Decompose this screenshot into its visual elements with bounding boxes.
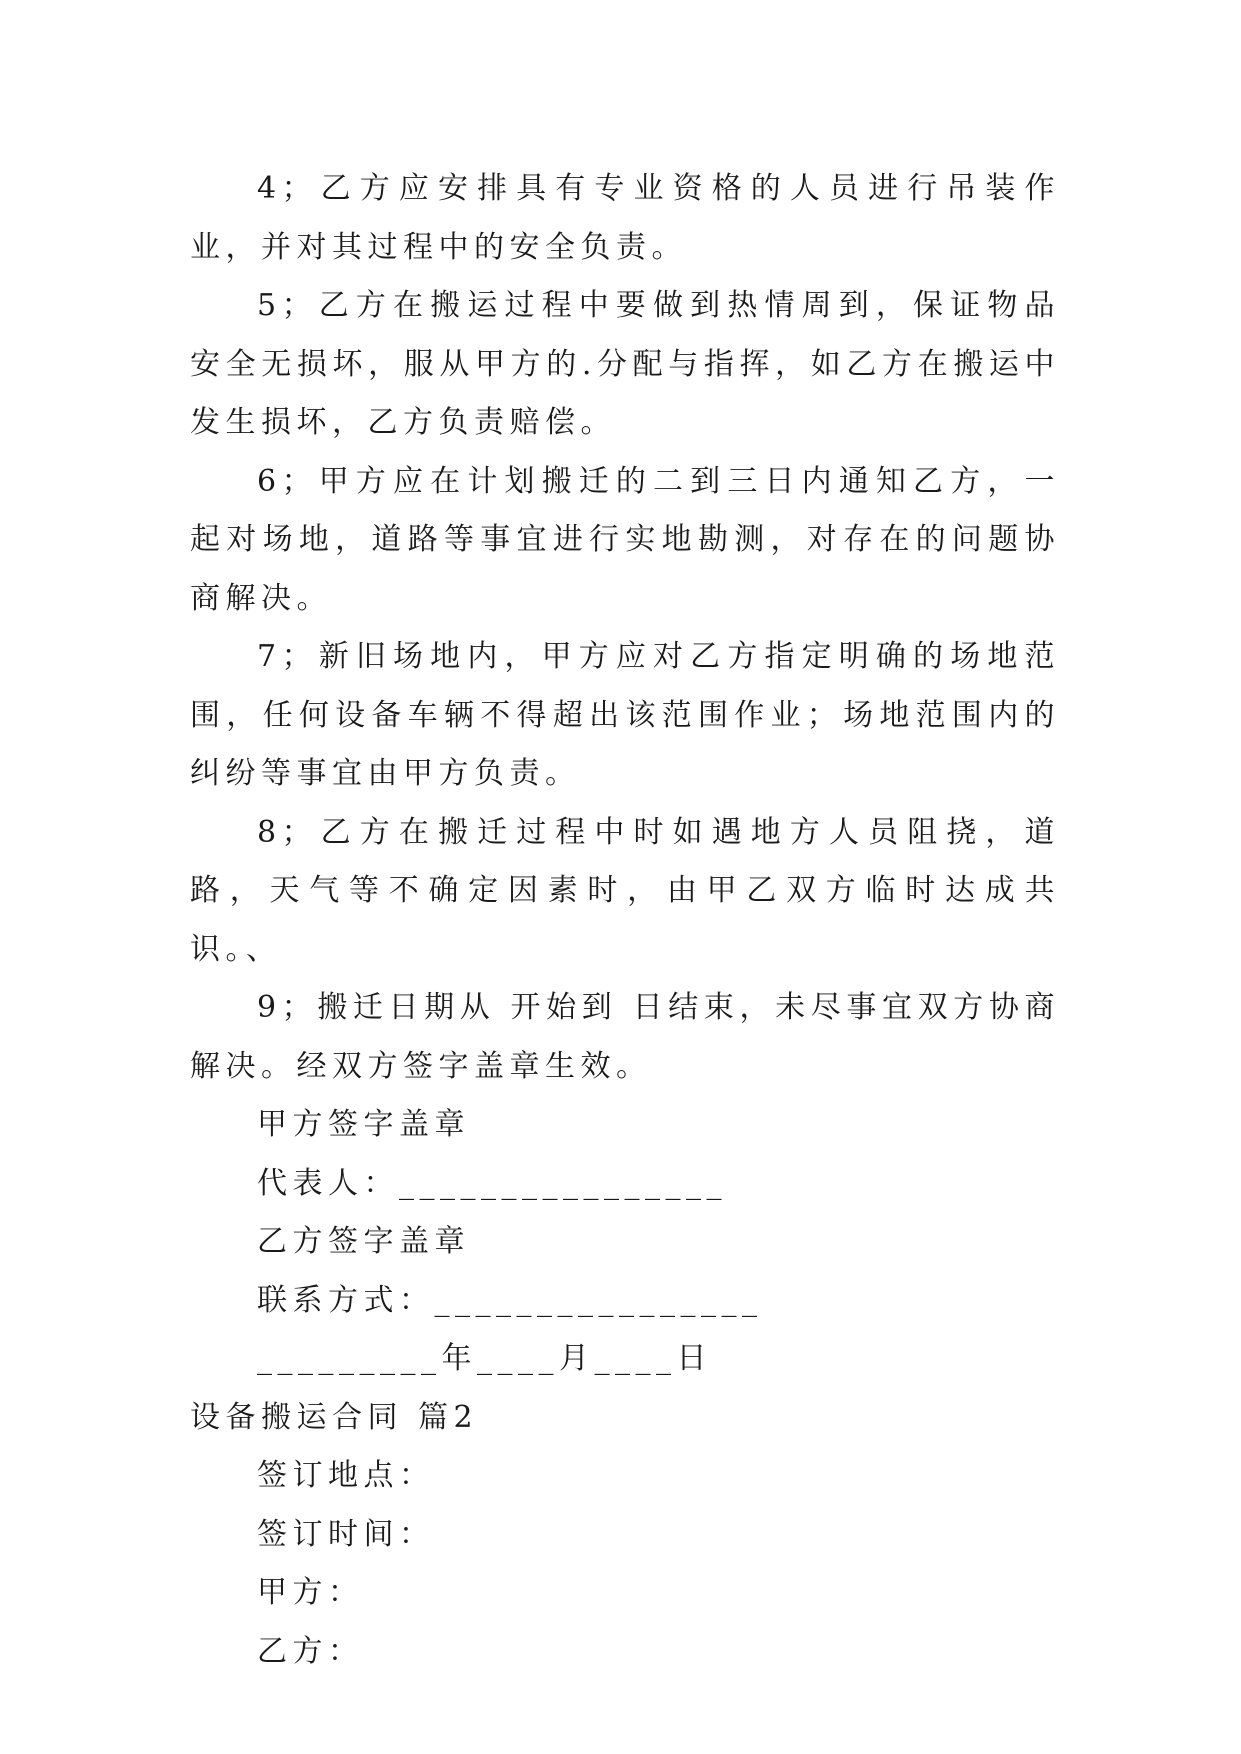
clause-7: 7；新旧场地内，甲方应对乙方指定明确的场地范围，任何设备车辆不得超出该范围作业；场地范围内的纠纷等事宜由甲方负责。 bbox=[190, 639, 1060, 791]
party-b-field: 乙方： bbox=[257, 1633, 364, 1669]
document-body bbox=[190, 160, 1060, 1681]
clause-9: 9；搬迁日期从 开始到 日结束，未尽事宜双方协商解决。经双方签字盖章生效。 bbox=[190, 990, 1060, 1084]
signing-place-field: 签订地点： bbox=[257, 1458, 435, 1493]
section-2-title: 设备搬运合同 篇2 bbox=[190, 1399, 479, 1435]
clause-5: 5；乙方在搬运过程中要做到热情周到，保证物品安全无损坏，服从甲方的.分配与指挥，如乙方在搬运中发生损坏，乙方负责赔偿。 bbox=[190, 288, 1060, 440]
date-field: _________年____月____日 bbox=[257, 1341, 712, 1376]
party-a-field: 甲方： bbox=[257, 1575, 364, 1610]
contact-field: 联系方式：________________ bbox=[257, 1282, 763, 1318]
party-b-signature-label: 乙方签字盖章 bbox=[257, 1224, 470, 1259]
representative-field: 代表人：________________ bbox=[257, 1165, 727, 1201]
signing-time-field: 签订时间： bbox=[257, 1516, 435, 1552]
clause-6: 6；甲方应在计划搬迁的二到三日内通知乙方，一起对场地，道路等事宜进行实地勘测，对存在的问题协商解决。 bbox=[190, 463, 1060, 616]
clause-8: 8；乙方在搬迁过程中时如遇地方人员阻挠，道路，天气等不确定因素时，由甲乙双方临时达成共识。、 bbox=[190, 814, 1060, 967]
clause-4: 4；乙方应安排具有专业资格的人员进行吊装作业，并对其过程中的安全负责。 bbox=[190, 171, 1060, 265]
party-a-signature-label: 甲方签字盖章 bbox=[257, 1107, 470, 1142]
